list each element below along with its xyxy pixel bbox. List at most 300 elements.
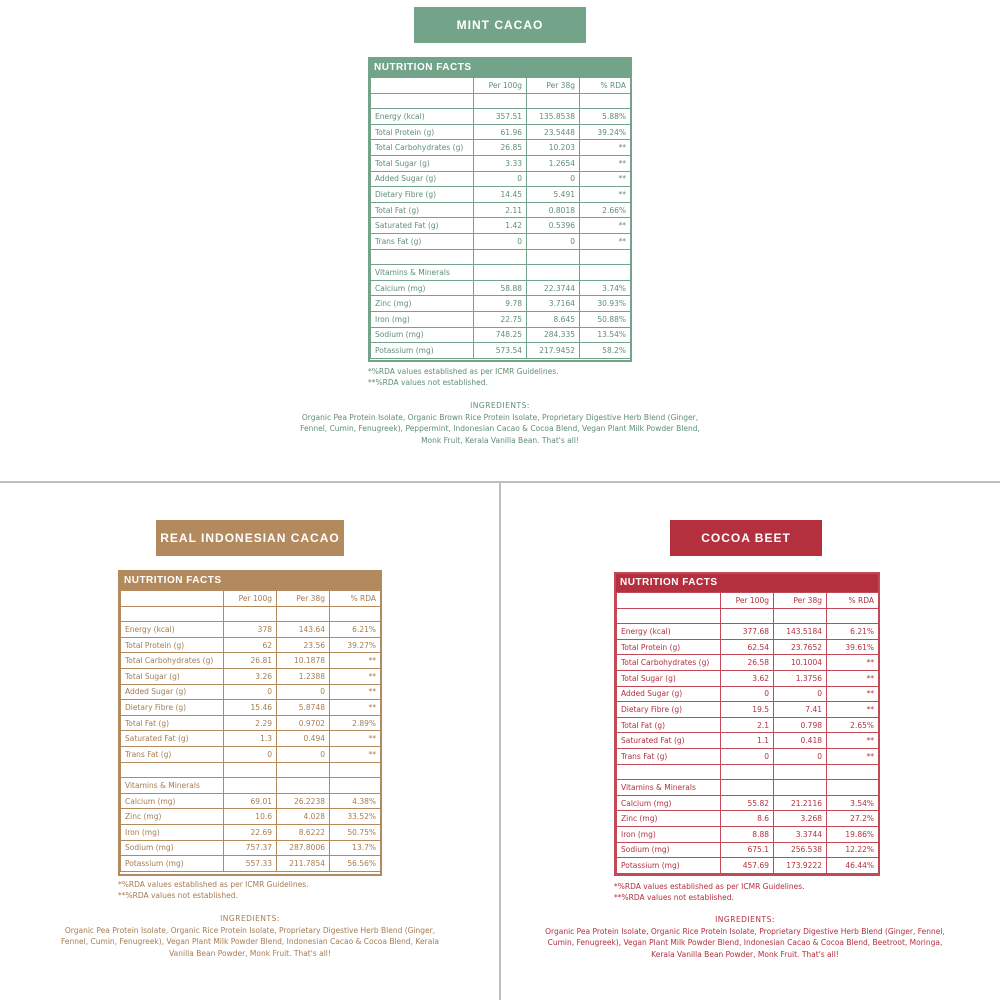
mineral-value: 4.028 <box>277 809 330 825</box>
nutrient-value: 6.21% <box>827 624 879 640</box>
nutrient-value: 39.27% <box>330 637 381 653</box>
column-header: Per 38g <box>277 591 330 607</box>
nutrient-value: ** <box>827 702 879 718</box>
table-row <box>617 717 879 733</box>
ingredients-text: Organic Pea Protein Isolate, Organic Brown Rice Protein Isolate, Proprietary Digestive Herb Blend (Ginger, Fennel, Cumin, Fenugreek), Peppermint, Indonesian Cacao & Cocoa Blend, Vegan Plant Milk Powder Blend, Monk Fruit, Kerala Vanilla Bean. That's all! <box>300 412 700 445</box>
nutrient-label: Total Sugar (g) <box>371 155 474 171</box>
table-row <box>121 715 381 731</box>
mineral-value: 27.2% <box>827 811 879 827</box>
nutrient-value: 0 <box>721 686 774 702</box>
empty-cell <box>774 780 827 796</box>
empty-cell <box>617 764 721 780</box>
table-row <box>371 296 631 312</box>
section-row <box>617 780 879 796</box>
column-header: Per 38g <box>774 593 827 609</box>
mineral-label: Sodium (mg) <box>371 327 474 343</box>
nutrient-value: 7.41 <box>774 702 827 718</box>
table-row <box>371 280 631 296</box>
rda-note-not-established: **%RDA values not established. <box>614 893 734 902</box>
nutrient-value: ** <box>330 684 381 700</box>
table-row <box>371 311 631 327</box>
mineral-value: 22.75 <box>474 311 527 327</box>
nutrient-value: ** <box>330 731 381 747</box>
nutrient-value: 39.61% <box>827 639 879 655</box>
nutrient-value: 26.85 <box>474 140 527 156</box>
mineral-value: 3.74% <box>580 280 631 296</box>
empty-cell <box>224 778 277 794</box>
empty-cell <box>371 249 474 265</box>
spacer-row <box>617 608 879 624</box>
nutrient-value: 0.418 <box>774 733 827 749</box>
column-header <box>121 591 224 607</box>
nutrient-value: 0 <box>224 746 277 762</box>
mineral-label: Iron (mg) <box>371 311 474 327</box>
mineral-value: 557.33 <box>224 856 277 872</box>
nutrient-value: 0 <box>527 233 580 249</box>
empty-cell <box>474 249 527 265</box>
section-label: Vitamins & Minerals <box>371 265 474 281</box>
nutrient-value: 143.64 <box>277 622 330 638</box>
nutrient-value: 2.65% <box>827 717 879 733</box>
nutrient-value: 26.81 <box>224 653 277 669</box>
mineral-value: 46.44% <box>827 858 879 874</box>
column-header: Per 100g <box>224 591 277 607</box>
ingredients-block <box>58 913 442 959</box>
table-row <box>121 824 381 840</box>
table-row <box>121 840 381 856</box>
column-header-row <box>121 591 381 607</box>
empty-cell <box>774 608 827 624</box>
empty-cell <box>121 606 224 622</box>
spacer-row <box>371 93 631 109</box>
nutrient-value: ** <box>827 733 879 749</box>
table-row <box>121 731 381 747</box>
facts-title: NUTRITION FACTS <box>616 574 878 592</box>
table-row <box>121 809 381 825</box>
table-row <box>121 793 381 809</box>
table-row <box>371 171 631 187</box>
nutrient-label: Saturated Fat (g) <box>371 218 474 234</box>
nutrient-label: Total Carbohydrates (g) <box>121 653 224 669</box>
mineral-value: 757.37 <box>224 840 277 856</box>
ingredients-title: INGREDIENTS: <box>715 915 775 924</box>
section-label: Vitamins & Minerals <box>121 778 224 794</box>
mineral-value: 50.88% <box>580 311 631 327</box>
mineral-value: 284.335 <box>527 327 580 343</box>
mineral-value: 13.54% <box>580 327 631 343</box>
table-row <box>371 233 631 249</box>
product-title: MINT CACAO <box>414 7 586 43</box>
mineral-value: 287.8006 <box>277 840 330 856</box>
table-row <box>121 700 381 716</box>
nutrient-label: Trans Fat (g) <box>121 746 224 762</box>
nutrient-label: Energy (kcal) <box>371 109 474 125</box>
mineral-value: 217.9452 <box>527 343 580 359</box>
nutrient-value: 1.2388 <box>277 668 330 684</box>
mineral-value: 58.88 <box>474 280 527 296</box>
rda-note-established: *%RDA values established as per ICMR Guidelines. <box>614 882 805 891</box>
mineral-value: 8.6 <box>721 811 774 827</box>
nutrient-label: Total Carbohydrates (g) <box>617 655 721 671</box>
table-row <box>617 842 879 858</box>
nutrient-value: 3.33 <box>474 155 527 171</box>
rda-notes <box>368 366 559 388</box>
mineral-label: Zinc (mg) <box>121 809 224 825</box>
nutrient-value: 23.56 <box>277 637 330 653</box>
empty-cell <box>277 778 330 794</box>
nutrient-value: 0 <box>721 748 774 764</box>
nutrient-label: Dietary Fibre (g) <box>121 700 224 716</box>
rda-note-established: *%RDA values established as per ICMR Guidelines. <box>368 367 559 376</box>
mineral-value: 19.86% <box>827 826 879 842</box>
nutrient-value: ** <box>580 187 631 203</box>
table-row <box>371 343 631 359</box>
nutrient-value: 5.8748 <box>277 700 330 716</box>
nutrient-value: 6.21% <box>330 622 381 638</box>
ingredients-text: Organic Pea Protein Isolate, Organic Rice Protein Isolate, Proprietary Digestive Herb Blend (Ginger, Fennel, Cumin, Fenugreek), Vegan Plant Milk Powder Blend, Indonesian Cacao & Cocoa Blend, Beetroot, Moringa, Kerala Vanilla Bean Powder, Monk Fruit. That's all! <box>545 926 945 959</box>
table-row <box>617 733 879 749</box>
nutrient-value: ** <box>827 748 879 764</box>
empty-cell <box>827 608 879 624</box>
nutrient-label: Added Sugar (g) <box>121 684 224 700</box>
nutrient-label: Total Sugar (g) <box>121 668 224 684</box>
nutrient-value: 26.58 <box>721 655 774 671</box>
mineral-value: 3.54% <box>827 795 879 811</box>
mineral-label: Sodium (mg) <box>121 840 224 856</box>
nutrient-value: 0 <box>224 684 277 700</box>
table-row <box>371 124 631 140</box>
empty-cell <box>224 606 277 622</box>
empty-cell <box>721 764 774 780</box>
mineral-value: 457.69 <box>721 858 774 874</box>
table-row <box>371 155 631 171</box>
mineral-value: 26.2238 <box>277 793 330 809</box>
spacer-row <box>617 764 879 780</box>
nutrient-value: 10.203 <box>527 140 580 156</box>
nutrient-value: 135.8538 <box>527 109 580 125</box>
table-row <box>121 746 381 762</box>
nutrient-value: ** <box>827 655 879 671</box>
nutrient-value: 357.51 <box>474 109 527 125</box>
nutrient-value: 19.5 <box>721 702 774 718</box>
nutrient-value: 61.96 <box>474 124 527 140</box>
table-row <box>121 684 381 700</box>
empty-cell <box>330 762 381 778</box>
nutrient-label: Total Fat (g) <box>371 202 474 218</box>
facts-grid <box>120 590 381 872</box>
spacer-row <box>371 249 631 265</box>
nutrient-value: 62.54 <box>721 639 774 655</box>
nutrient-value: 0 <box>474 233 527 249</box>
nutrient-value: ** <box>580 171 631 187</box>
nutrient-value: 0.5396 <box>527 218 580 234</box>
nutrient-value: 5.491 <box>527 187 580 203</box>
nutrient-value: ** <box>580 155 631 171</box>
nutrient-value: ** <box>330 700 381 716</box>
mineral-value: 9.78 <box>474 296 527 312</box>
nutrient-label: Trans Fat (g) <box>371 233 474 249</box>
empty-cell <box>277 606 330 622</box>
spacer-row <box>121 606 381 622</box>
nutrient-value: 1.1 <box>721 733 774 749</box>
mineral-value: 13.7% <box>330 840 381 856</box>
section-label: Vitamins & Minerals <box>617 780 721 796</box>
table-row <box>617 748 879 764</box>
mineral-value: 256.538 <box>774 842 827 858</box>
nutrient-value: 2.66% <box>580 202 631 218</box>
facts-title: NUTRITION FACTS <box>120 572 380 590</box>
mineral-value: 58.2% <box>580 343 631 359</box>
nutrient-label: Total Protein (g) <box>617 639 721 655</box>
table-row <box>371 109 631 125</box>
nutrient-value: ** <box>580 218 631 234</box>
column-header <box>371 78 474 94</box>
nutrient-value: 2.29 <box>224 715 277 731</box>
table-row <box>617 858 879 874</box>
panel-cocoa-beet <box>501 483 1000 1000</box>
column-header: Per 100g <box>474 78 527 94</box>
panel-real-indonesian-cacao <box>0 483 499 1000</box>
rda-notes <box>118 879 309 901</box>
nutrient-label: Trans Fat (g) <box>617 748 721 764</box>
nutrient-value: 3.26 <box>224 668 277 684</box>
nutrient-value: 39.24% <box>580 124 631 140</box>
nutrient-value: 143.5184 <box>774 624 827 640</box>
nutrient-value: 2.89% <box>330 715 381 731</box>
nutrient-value: 1.3756 <box>774 670 827 686</box>
nutrient-label: Total Protein (g) <box>121 637 224 653</box>
mineral-label: Calcium (mg) <box>121 793 224 809</box>
mineral-value: 3.3744 <box>774 826 827 842</box>
nutrient-label: Saturated Fat (g) <box>121 731 224 747</box>
facts-grid <box>616 592 879 874</box>
nutrition-facts-table <box>614 572 880 876</box>
nutrient-value: 1.42 <box>474 218 527 234</box>
mineral-value: 675.1 <box>721 842 774 858</box>
facts-title: NUTRITION FACTS <box>370 59 630 77</box>
mineral-value: 3.268 <box>774 811 827 827</box>
nutrient-label: Dietary Fibre (g) <box>617 702 721 718</box>
nutrient-value: 0.798 <box>774 717 827 733</box>
section-row <box>121 778 381 794</box>
empty-cell <box>474 93 527 109</box>
table-row <box>371 218 631 234</box>
empty-cell <box>371 93 474 109</box>
table-row <box>617 686 879 702</box>
product-title: COCOA BEET <box>670 520 822 556</box>
nutrient-value: 14.45 <box>474 187 527 203</box>
section-row <box>371 265 631 281</box>
empty-cell <box>580 249 631 265</box>
table-row <box>371 327 631 343</box>
mineral-value: 173.9222 <box>774 858 827 874</box>
table-row <box>617 655 879 671</box>
empty-cell <box>527 249 580 265</box>
mineral-label: Zinc (mg) <box>371 296 474 312</box>
mineral-label: Iron (mg) <box>617 826 721 842</box>
column-header: % RDA <box>330 591 381 607</box>
mineral-value: 8.88 <box>721 826 774 842</box>
table-row <box>121 637 381 653</box>
nutrient-label: Added Sugar (g) <box>617 686 721 702</box>
nutrient-value: 10.1004 <box>774 655 827 671</box>
table-row <box>617 811 879 827</box>
ingredients-block <box>290 400 710 446</box>
mineral-value: 30.93% <box>580 296 631 312</box>
nutrient-value: ** <box>330 746 381 762</box>
nutrient-value: 1.2654 <box>527 155 580 171</box>
product-title: REAL INDONESIAN CACAO <box>156 520 344 556</box>
ingredients-title: INGREDIENTS: <box>470 401 530 410</box>
nutrient-value: ** <box>580 233 631 249</box>
table-row <box>617 639 879 655</box>
column-header: Per 38g <box>527 78 580 94</box>
mineral-value: 55.82 <box>721 795 774 811</box>
mineral-value: 8.6222 <box>277 824 330 840</box>
empty-cell <box>774 764 827 780</box>
empty-cell <box>330 606 381 622</box>
table-row <box>617 702 879 718</box>
empty-cell <box>827 764 879 780</box>
mineral-label: Calcium (mg) <box>371 280 474 296</box>
mineral-value: 21.2116 <box>774 795 827 811</box>
empty-cell <box>827 780 879 796</box>
nutrient-value: 0 <box>527 171 580 187</box>
mineral-label: Zinc (mg) <box>617 811 721 827</box>
nutrient-label: Total Fat (g) <box>121 715 224 731</box>
nutrient-value: 0.494 <box>277 731 330 747</box>
nutrient-value: 5.88% <box>580 109 631 125</box>
mineral-label: Iron (mg) <box>121 824 224 840</box>
nutrient-value: 2.1 <box>721 717 774 733</box>
nutrient-value: 0.8018 <box>527 202 580 218</box>
column-header-row <box>617 593 879 609</box>
nutrient-value: ** <box>580 140 631 156</box>
ingredients-text: Organic Pea Protein Isolate, Organic Rice Protein Isolate, Proprietary Digestive Herb Blend (Ginger, Fennel, Cumin, Fenugreek), Vegan Plant Milk Powder Blend, Indonesian Cacao & Cocoa Blend, Kerala Vanilla Bean Powder, Monk Fruit. That's all! <box>61 925 439 958</box>
ingredients-title: INGREDIENTS: <box>220 914 280 923</box>
mineral-value: 573.54 <box>474 343 527 359</box>
mineral-value: 50.75% <box>330 824 381 840</box>
nutrient-value: 62 <box>224 637 277 653</box>
nutrient-value: 378 <box>224 622 277 638</box>
table-row <box>121 653 381 669</box>
rda-note-not-established: **%RDA values not established. <box>368 378 488 387</box>
column-header <box>617 593 721 609</box>
mineral-value: 22.69 <box>224 824 277 840</box>
mineral-value: 33.52% <box>330 809 381 825</box>
empty-cell <box>721 780 774 796</box>
table-row <box>121 668 381 684</box>
empty-cell <box>580 93 631 109</box>
mineral-label: Potassium (mg) <box>371 343 474 359</box>
mineral-value: 211.7854 <box>277 856 330 872</box>
nutrient-value: 10.1878 <box>277 653 330 669</box>
mineral-value: 4.38% <box>330 793 381 809</box>
table-row <box>121 622 381 638</box>
empty-cell <box>580 265 631 281</box>
nutrient-label: Total Fat (g) <box>617 717 721 733</box>
rda-note-established: *%RDA values established as per ICMR Guidelines. <box>118 880 309 889</box>
table-row <box>371 202 631 218</box>
empty-cell <box>617 608 721 624</box>
nutrient-label: Energy (kcal) <box>617 624 721 640</box>
nutrient-value: 15.46 <box>224 700 277 716</box>
empty-cell <box>721 608 774 624</box>
mineral-label: Potassium (mg) <box>617 858 721 874</box>
nutrient-value: 23.5448 <box>527 124 580 140</box>
mineral-value: 22.3744 <box>527 280 580 296</box>
nutrient-value: 0 <box>774 748 827 764</box>
mineral-label: Sodium (mg) <box>617 842 721 858</box>
mineral-value: 3.7164 <box>527 296 580 312</box>
table-row <box>371 140 631 156</box>
empty-cell <box>330 778 381 794</box>
empty-cell <box>527 93 580 109</box>
nutrient-label: Total Carbohydrates (g) <box>371 140 474 156</box>
empty-cell <box>121 762 224 778</box>
column-header: Per 100g <box>721 593 774 609</box>
column-header: % RDA <box>827 593 879 609</box>
nutrient-label: Total Protein (g) <box>371 124 474 140</box>
table-row <box>121 856 381 872</box>
nutrient-value: 0 <box>474 171 527 187</box>
facts-grid <box>370 77 631 359</box>
nutrient-value: ** <box>330 653 381 669</box>
mineral-value: 12.22% <box>827 842 879 858</box>
ingredients-block <box>545 914 945 960</box>
empty-cell <box>224 762 277 778</box>
table-row <box>371 187 631 203</box>
mineral-label: Calcium (mg) <box>617 795 721 811</box>
mineral-value: 8.645 <box>527 311 580 327</box>
rda-note-not-established: **%RDA values not established. <box>118 891 238 900</box>
nutrient-label: Saturated Fat (g) <box>617 733 721 749</box>
nutrient-value: 23.7652 <box>774 639 827 655</box>
table-row <box>617 624 879 640</box>
nutrient-value: 0 <box>774 686 827 702</box>
nutrient-value: 3.62 <box>721 670 774 686</box>
nutrient-value: ** <box>330 668 381 684</box>
nutrient-label: Energy (kcal) <box>121 622 224 638</box>
panel-mint-cacao <box>0 0 1000 480</box>
table-row <box>617 670 879 686</box>
spacer-row <box>121 762 381 778</box>
nutrition-facts-table <box>118 570 382 876</box>
nutrient-value: 0.9702 <box>277 715 330 731</box>
mineral-value: 69.01 <box>224 793 277 809</box>
nutrient-value: 0 <box>277 684 330 700</box>
rda-notes <box>614 881 805 903</box>
table-row <box>617 795 879 811</box>
nutrient-value: 0 <box>277 746 330 762</box>
empty-cell <box>527 265 580 281</box>
nutrient-label: Added Sugar (g) <box>371 171 474 187</box>
mineral-value: 748.25 <box>474 327 527 343</box>
empty-cell <box>277 762 330 778</box>
nutrient-value: ** <box>827 670 879 686</box>
table-row <box>617 826 879 842</box>
nutrient-value: ** <box>827 686 879 702</box>
nutrition-facts-table <box>368 57 632 362</box>
mineral-value: 10.6 <box>224 809 277 825</box>
mineral-label: Potassium (mg) <box>121 856 224 872</box>
nutrient-value: 2.11 <box>474 202 527 218</box>
nutrient-value: 377.68 <box>721 624 774 640</box>
nutrient-label: Dietary Fibre (g) <box>371 187 474 203</box>
nutrient-value: 1.3 <box>224 731 277 747</box>
mineral-value: 56.56% <box>330 856 381 872</box>
column-header: % RDA <box>580 78 631 94</box>
